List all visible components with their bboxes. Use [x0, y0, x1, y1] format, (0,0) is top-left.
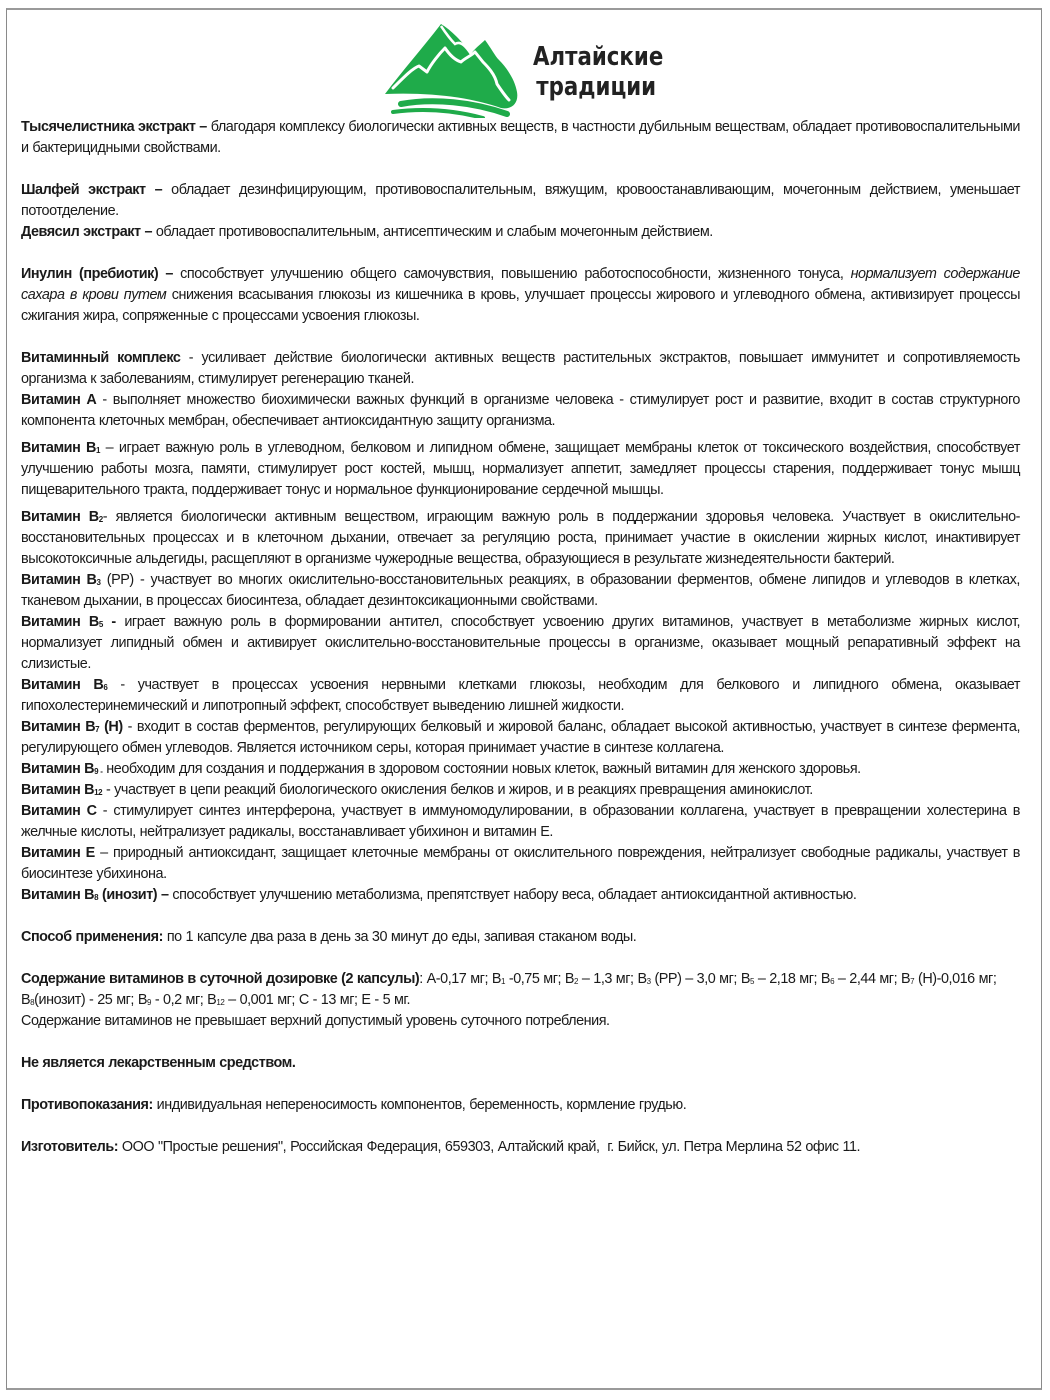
section-text: - является биологически активным веществом, играющим важную роль в поддержании здоровья человека. Участвует в окислительно-восстановительных процессах и в клеточном дыхании, отвечает за регуляцию роста, принимает участие в окислении жирных кислот, инактивирует высокотоксичные альдегиды, расщепляют в организме чужеродные вещества, образующиеся в результате жизнедеятельности бактерий.	[21, 509, 1020, 567]
section-text: – играет важную роль в углеводном, белковом и липидном обмене, защищает мембраны клеток от токсического воздействия, способствует улучшению работы мозга, памяти, стимулирует рост костей, мышц, нормализует аппетит, замедляет процессы старения, поддерживает тонус мышц пищеварительного тракта, поддерживает тонус и нормальное функционирование сердечной мышцы.	[21, 440, 1020, 498]
section-vitamin-b8	[21, 885, 1020, 906]
section-text: - стимулирует синтез интерферона, участвует в иммуномодулировании, в образовании коллагена, участвует в превращении холестерина в желчные кислоты, нейтрализует радикалы, восстанавливает убихинон и витамин Е.	[21, 803, 1020, 840]
section-title: Витамин С	[21, 803, 97, 819]
section-vitamin-b12	[21, 780, 1020, 801]
section-text: играет важную роль в формировании антител, способствует усвоению других витаминов, участвует в метаболизме жирных кислот, нормализует липидный обмен и активирует окислительно-восстановительные процессы в организме, оказывает мощный репаративный эффект на слизистые.	[21, 614, 1021, 672]
section-vitamin-b7	[21, 717, 1020, 759]
section-vitamin-b5	[21, 612, 1020, 675]
section-text: благодаря комплексу биологически активных веществ, в частности дубильным веществам, обладает противовоспалительными и бактерицидными свойствами.	[21, 119, 1020, 156]
section-title: Изготовитель:	[21, 1139, 119, 1155]
section-title: Девясил экстракт –	[21, 224, 153, 240]
product-description	[21, 117, 1020, 1158]
section-text: - входит в состав ферментов, регулирующих белковый и жировой баланс, обладает высокой активностью, участвует в синтезе фермента, регулирующего обмен углеводов. Является источником серы, которая принимает участие в синтезе коллагена.	[21, 719, 1020, 756]
section-vitamin-complex	[21, 348, 1020, 390]
section-text: - выполняет множество биохимически важных функций в организме человека - стимулирует рост и развитие, входит в состав структурного компонента клеточных мембран, обеспечивает антиоксидантную защиту организма.	[21, 392, 1020, 429]
section-title: Тысячелистника экстракт –	[21, 119, 207, 135]
section-title: Витамин $В_5$ -	[21, 614, 116, 630]
section-text: ООО "Простые решения", Российская Федерация, 659303, Алтайский край, г. Бийск, ул. Петра Мерлина 52 офис 11.	[118, 1139, 861, 1155]
brand-line-1: Алтайские	[533, 42, 664, 72]
section-text: по 1 капсуле два раза в день за 30 минут до еды, запивая стаканом воды.	[162, 929, 637, 945]
section-contraindications	[21, 1095, 1020, 1116]
green-mountain-icon	[383, 18, 523, 118]
section-title: Витаминный комплекс	[21, 350, 181, 366]
section-sage	[21, 180, 1020, 222]
brand-line-2: традиции	[536, 72, 657, 102]
section-title: Витамин $В_{9 -}$	[21, 761, 103, 777]
section-title: Противопоказания:	[21, 1097, 153, 1113]
section-title: Витамин $В_8$ (инозит) –	[21, 887, 169, 903]
section-title: Витамин $В_2$	[21, 509, 103, 525]
section-manufacturer	[21, 1137, 1020, 1158]
section-vitamin-b3	[21, 570, 1020, 612]
section-title: Витамин $В_1$	[21, 440, 100, 456]
section-vitamin-b1	[21, 438, 1020, 501]
section-text: - усиливает действие биологически активных веществ растительных экстрактов, повышает иммунитет и сопротивляемость организма к заболеваниям, стимулирует регенерацию тканей.	[21, 350, 1020, 387]
section-text-italic: нормализует содержание сахара в крови путем	[21, 266, 1020, 303]
dosage-note: Содержание витаминов не превышает верхний допустимый уровень суточного потребления.	[21, 1013, 610, 1029]
section-text: снижения всасывания глюкозы из кишечника в кровь, улучшает процессы жирового и углеводного обмена, активизирует процессы сжигания жира, сопряженные с процессами усвоения глюкозы.	[21, 287, 1020, 324]
section-title: Содержание витаминов в суточной дозировке (2 капсулы)	[21, 971, 420, 987]
section-vitamin-b6	[21, 675, 1020, 717]
section-text: – природный антиоксидант, защищает клеточные мембраны от окислительного повреждения, нейтрализует свободные радикалы, участвует в биосинтезе убихинона.	[21, 845, 1020, 882]
section-title: Способ применения:	[21, 929, 163, 945]
section-title: Инулин (пребиотик) –	[21, 266, 173, 282]
section-not-drug: Не является лекарственным средством.	[21, 1055, 296, 1071]
section-vitamin-c	[21, 801, 1020, 843]
section-vitamin-b2	[21, 507, 1020, 570]
section-title: Витамин А	[21, 392, 97, 408]
section-title: Витамин $В_7$ (Н)	[21, 719, 123, 735]
brand-logo	[383, 18, 683, 118]
section-text: - участвует в процессах усвоения нервными клетками глюкозы, необходим для белкового и липидного обмена, оказывает гипохолестеринемический и липотропный эффект, способствует выведению лишней жидкости.	[21, 677, 1020, 714]
section-usage	[21, 927, 1020, 948]
brand-name	[533, 42, 663, 102]
section-text: способствует улучшению общего самочувствия, повышению работоспособности, жизненного тонуса,	[172, 266, 851, 282]
section-vitamin-e	[21, 843, 1020, 885]
section-dosage: Содержание витаминов в суточной дозировке (2 капсулы): А-0,17 мг; $В_1$ -0,75 мг; $В_2 - 1,3$ мг; $В_3$ (РР) – 3,0 мг; $В_5 - 2,18$ мг; $В_6 - 2,44$ мг; $В_7$ (Н)-0,016 мг; $В_8(инозит) - 25$ мг; $В_9 - 0,2$ мг; $В_{12} - 0,001$ мг; С - 13 мг; Е - 5 мг.	[21, 971, 997, 1008]
section-title: Витамин $В_6$	[21, 677, 108, 693]
section-vitamin-a	[21, 390, 1020, 432]
section-text: (РР) - участвует во многих окислительно-восстановительных реакциях, в образовании ферментов, обмене липидов и углеводов в клетках, тканевом дыхании, в процессах биосинтеза, обладает дезинтоксикационными свойствами.	[21, 572, 1020, 609]
section-text: - участвует в цепи реакций биологического окисления белков и жиров, и в реакциях превращения аминокислот.	[102, 782, 813, 798]
section-text: обладает дезинфицирующим, противовоспалительным, вяжущим, кровоостанавливающим, мочегонным действием, уменьшает потоотделение.	[21, 182, 1020, 219]
section-text: обладает противовоспалительным, антисептическим и слабым мочегонным действием.	[152, 224, 713, 240]
section-text: необходим для создания и поддержания в здоровом состоянии новых клеток, важный витамин для женского здоровья.	[102, 761, 861, 777]
section-text: способствует улучшению метаболизма, препятствует набору веса, обладает антиоксидантной активностью.	[168, 887, 857, 903]
section-vitamin-b9	[21, 759, 1020, 780]
section-title: Шалфей экстракт –	[21, 182, 163, 198]
section-text: индивидуальная непереносимость компонентов, беременность, кормление грудью.	[152, 1097, 687, 1113]
section-yarrow	[21, 117, 1020, 159]
section-elecampane	[21, 222, 1020, 243]
section-title: Витамин $В_3$	[21, 572, 101, 588]
section-title: Витамин $В_{12}$	[21, 782, 103, 798]
section-title: Витамин Е	[21, 845, 95, 861]
section-inulin	[21, 264, 1020, 327]
